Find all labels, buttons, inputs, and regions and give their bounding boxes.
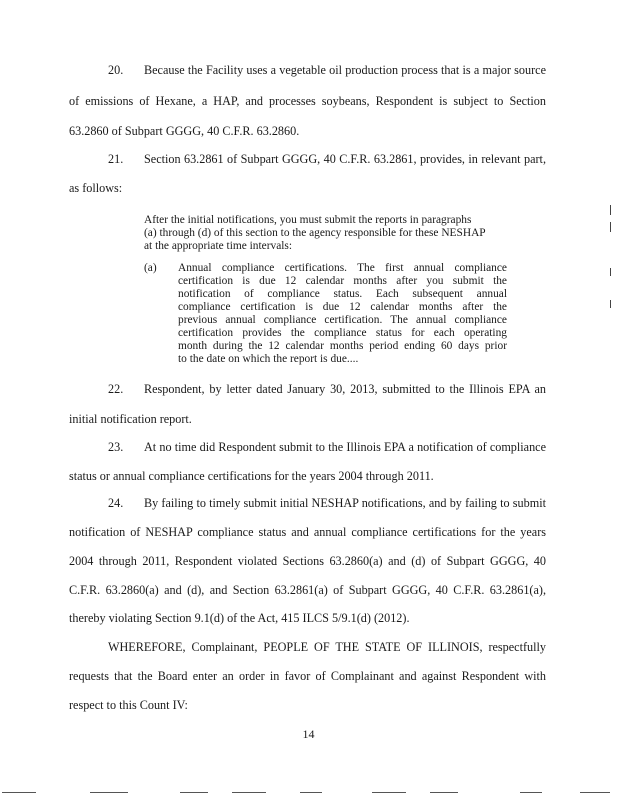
scan-artifact bbox=[520, 792, 542, 793]
quote-item-line-1: Annual compliance certifications. The first annual compliance bbox=[178, 262, 507, 274]
paragraph-22-number: 22. bbox=[108, 382, 124, 396]
scan-artifact bbox=[232, 792, 266, 793]
paragraph-20-line-2: of emissions of Hexane, a HAP, and processes soybeans, Respondent is subject to Section bbox=[69, 94, 546, 108]
paragraph-24-line-4: C.F.R. 63.2860(a) and (d), and Section 63.2861(a) of Subpart GGGG, 40 C.F.R. 63.2861(a), bbox=[69, 583, 546, 597]
quote-item-line-4: compliance certification is due 12 calendar months after the bbox=[178, 301, 507, 313]
wherefore-line-3: respect to this Count IV: bbox=[69, 698, 188, 712]
quote-intro-line-3: at the appropriate time intervals: bbox=[144, 240, 293, 252]
paragraph-21-line-2: as follows: bbox=[69, 181, 123, 195]
page-number: 14 bbox=[302, 727, 315, 741]
quote-intro-line-1: After the initial notifications, you must submit the reports in paragraphs bbox=[144, 214, 472, 226]
margin-mark bbox=[610, 300, 611, 308]
wherefore-line-1: WHEREFORE, Complainant, PEOPLE OF THE STATE OF ILLINOIS, respectfully bbox=[108, 640, 546, 654]
scan-artifact bbox=[580, 792, 610, 793]
wherefore-line-2: requests that the Board enter an order in favor of Complainant and against Respondent with bbox=[69, 669, 546, 683]
paragraph-24-number: 24. bbox=[108, 496, 124, 510]
paragraph-24-line-3: 2004 through 2011, Respondent violated Sections 63.2860(a) and (d) of Subpart GGGG, 40 bbox=[69, 554, 546, 568]
scan-artifact bbox=[300, 792, 322, 793]
quote-item-line-5: previous annual compliance certification. The annual compliance bbox=[178, 314, 507, 326]
scan-artifact bbox=[90, 792, 128, 793]
margin-mark bbox=[610, 268, 611, 276]
scan-artifact bbox=[2, 792, 36, 793]
paragraph-24-line-5: thereby violating Section 9.1(d) of the Act, 415 ILCS 5/9.1(d) (2012). bbox=[69, 611, 410, 625]
margin-mark bbox=[610, 205, 611, 215]
paragraph-22-line-2: initial notification report. bbox=[69, 412, 192, 426]
paragraph-21-number: 21. bbox=[108, 152, 124, 166]
scan-artifact bbox=[180, 792, 208, 793]
paragraph-23-number: 23. bbox=[108, 440, 124, 454]
paragraph-24-line-2: notification of NESHAP compliance status and annual compliance certifications for the years bbox=[69, 525, 546, 539]
quote-item-line-6: certification provides the compliance status for each operating bbox=[178, 327, 507, 339]
quote-item-label: (a) bbox=[144, 262, 157, 274]
paragraph-21-line-1: Section 63.2861 of Subpart GGGG, 40 C.F.R. 63.2861, provides, in relevant part, bbox=[144, 152, 546, 166]
quote-item-line-3: notification of compliance status. Each subsequent annual bbox=[178, 288, 507, 300]
paragraph-20-number: 20. bbox=[108, 63, 124, 77]
paragraph-20-line-3: 63.2860 of Subpart GGGG, 40 C.F.R. 63.2860. bbox=[69, 124, 300, 138]
quote-intro-line-2: (a) through (d) of this section to the agency responsible for these NESHAP bbox=[144, 227, 486, 239]
quote-item-line-7: month during the 12 calendar months period ending 60 days prior bbox=[178, 340, 507, 352]
quote-item-line-8: to the date on which the report is due.... bbox=[178, 353, 359, 365]
scan-artifact bbox=[430, 792, 458, 793]
margin-mark bbox=[610, 222, 611, 232]
scan-artifact bbox=[372, 792, 406, 793]
paragraph-20-line-1: Because the Facility uses a vegetable oil production process that is a major source bbox=[144, 63, 546, 77]
quote-item-line-2: certification is due 12 calendar months after you submit the bbox=[178, 275, 507, 287]
paragraph-24-line-1: By failing to timely submit initial NESHAP notifications, and by failing to submit bbox=[144, 496, 546, 510]
paragraph-23-line-1: At no time did Respondent submit to the Illinois EPA a notification of compliance bbox=[144, 440, 546, 454]
paragraph-23-line-2: status or annual compliance certifications for the years 2004 through 2011. bbox=[69, 469, 434, 483]
paragraph-22-line-1: Respondent, by letter dated January 30, 2013, submitted to the Illinois EPA an bbox=[144, 382, 546, 396]
